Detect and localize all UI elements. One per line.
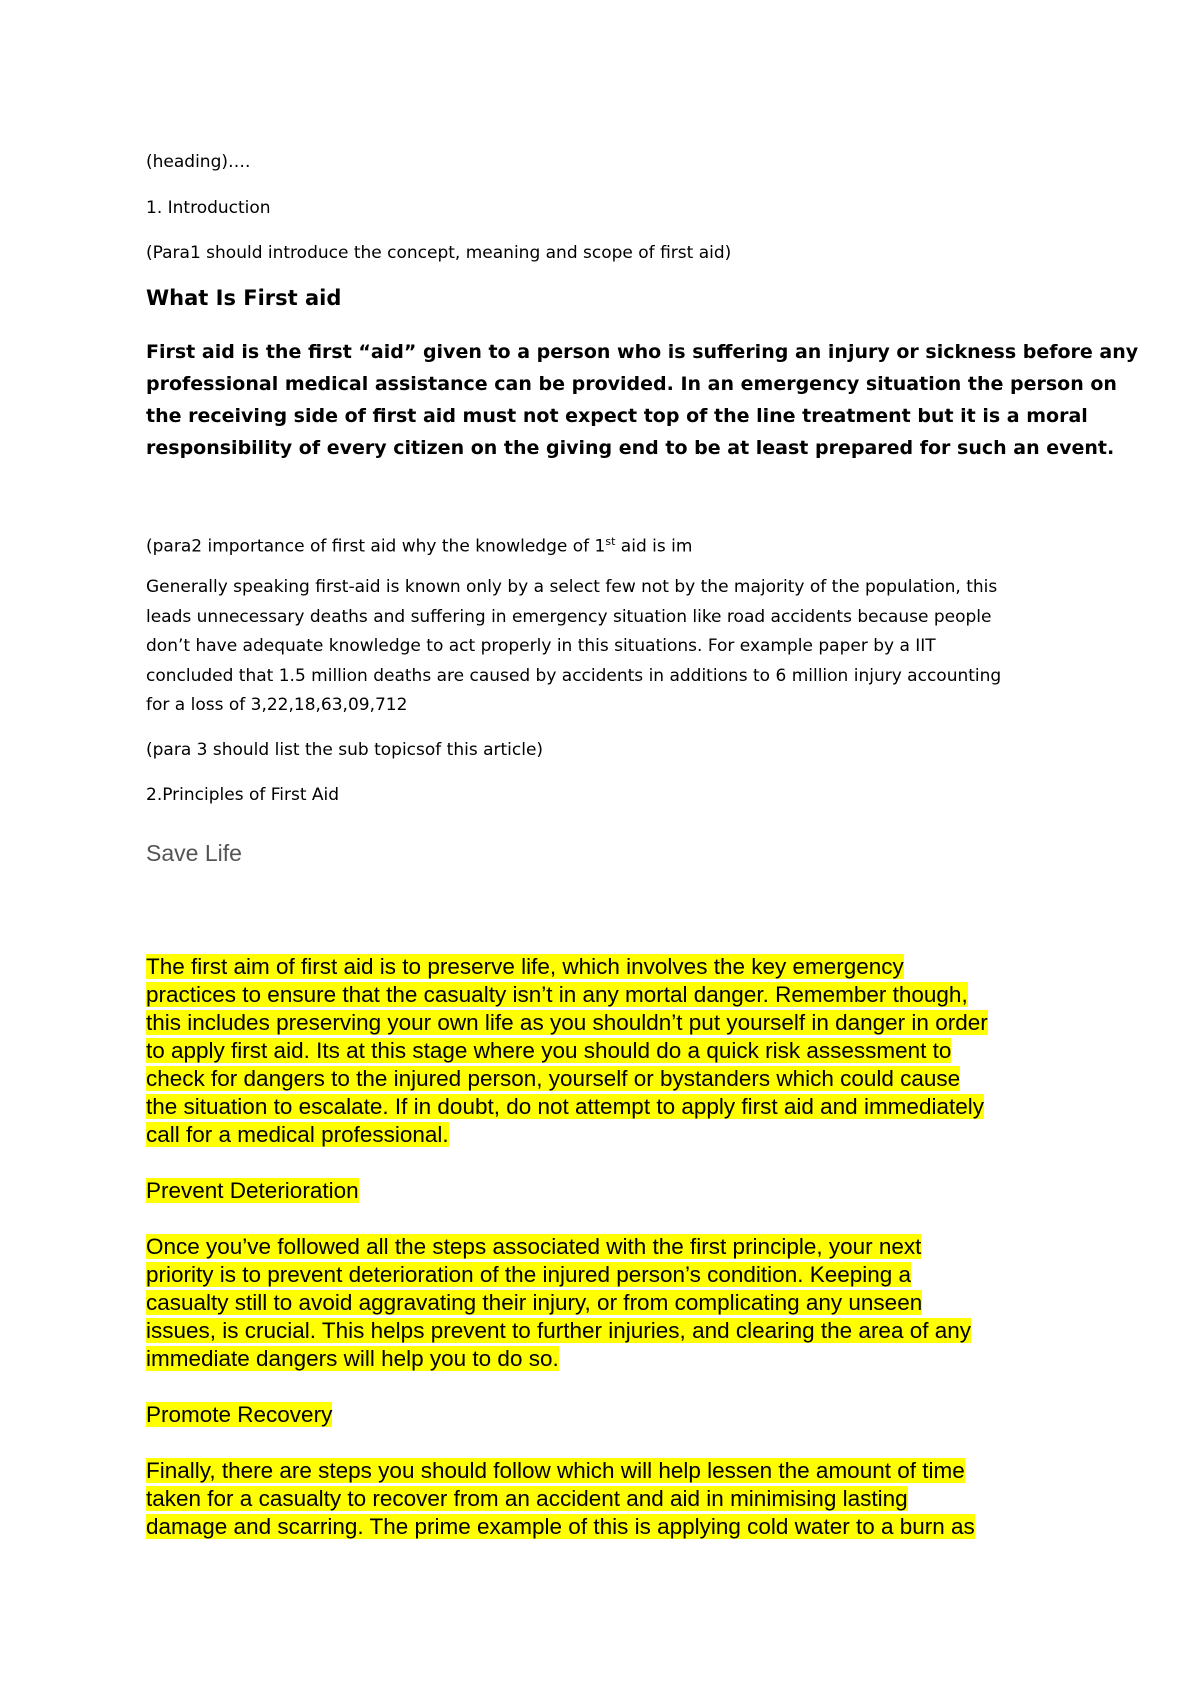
para2-note-sup: st (605, 535, 616, 548)
highlight: Prevent Deterioration (146, 1178, 359, 1203)
para2-note (146, 527, 692, 562)
generally-line-3: don’t have adequate knowledge to act properly in this situations. For example paper by a IIT (146, 636, 936, 656)
highlight: damage and scarring. The prime example of this is applying cold water to a burn as (146, 1514, 975, 1539)
highlight: immediate dangers will help you to do so. (146, 1346, 559, 1371)
save-life-line-6 (146, 1093, 984, 1121)
prevent-line-1 (146, 1233, 921, 1261)
promote-line-2 (146, 1485, 908, 1513)
para2-note-post: aid is im (615, 536, 693, 557)
highlight: this includes preserving your own life as you shouldn’t put yourself in danger in order (146, 1010, 988, 1035)
generally-line-4: concluded that 1.5 million deaths are caused by accidents in additions to 6 million injury accounting (146, 666, 1002, 686)
save-life-line-1 (146, 953, 904, 981)
save-life-line-3 (146, 1009, 988, 1037)
generally-line-5: for a loss of 3,22,18,63,09,712 (146, 695, 408, 715)
save-life-heading: Save Life (146, 840, 242, 866)
section-principles: 2.Principles of First Aid (146, 785, 340, 805)
section-introduction: 1. Introduction (146, 198, 271, 218)
highlight: to apply first aid. Its at this stage where you should do a quick risk assessment to (146, 1038, 952, 1063)
highlight: issues, is crucial. This helps prevent to further injuries, and clearing the area of any (146, 1318, 972, 1343)
highlight: casualty still to avoid aggravating their injury, or from complicating any unseen (146, 1290, 923, 1315)
generally-line-1: Generally speaking first-aid is known only by a select few not by the majority of the population, this (146, 577, 998, 597)
para1-note: (Para1 should introduce the concept, meaning and scope of first aid) (146, 243, 732, 263)
heading-placeholder: (heading)…. (146, 152, 251, 172)
para3-note: (para 3 should list the sub topicsof this article) (146, 740, 544, 760)
prevent-line-5 (146, 1345, 559, 1373)
highlight: Once you’ve followed all the steps associated with the first principle, your next (146, 1234, 922, 1259)
para2-note-pre: (para2 importance of first aid why the knowledge of 1 (146, 536, 606, 557)
generally-line-2: leads unnecessary deaths and suffering in emergency situation like road accidents because people (146, 607, 992, 627)
prevent-deterioration-heading (146, 1177, 359, 1205)
prevent-line-3 (146, 1289, 922, 1317)
highlight: the situation to escalate. If in doubt, do not attempt to apply first aid and immediately (146, 1094, 984, 1119)
what-line-4: responsibility of every citizen on the giving end to be at least prepared for such an event. (146, 437, 1115, 459)
highlight: Finally, there are steps you should follow which will help lessen the amount of time (146, 1458, 965, 1483)
highlight: practices to ensure that the casualty isn’t in any mortal danger. Remember though, (146, 982, 968, 1007)
highlight: check for dangers to the injured person, yourself or bystanders which could cause (146, 1066, 961, 1091)
what-line-2: professional medical assistance can be provided. In an emergency situation the person on (146, 373, 1117, 395)
save-life-line-2 (146, 981, 968, 1009)
what-is-first-aid-title: What Is First aid (146, 286, 342, 310)
highlight: call for a medical professional. (146, 1122, 449, 1147)
what-line-1: First aid is the first “aid” given to a person who is suffering an injury or sickness before any (146, 341, 1139, 363)
save-life-line-7 (146, 1121, 449, 1149)
save-life-line-5 (146, 1065, 960, 1093)
save-life-line-4 (146, 1037, 951, 1065)
what-line-3: the receiving side of first aid must not expect top of the line treatment but it is a moral (146, 405, 1088, 427)
promote-line-3 (146, 1513, 975, 1541)
highlight: taken for a casualty to recover from an accident and aid in minimising lasting (146, 1486, 908, 1511)
prevent-line-4 (146, 1317, 971, 1345)
highlight: priority is to prevent deterioration of the injured person’s condition. Keeping a (146, 1262, 912, 1287)
highlight: The first aim of first aid is to preserve life, which involves the key emergency (146, 954, 904, 979)
promote-recovery-heading (146, 1401, 332, 1429)
prevent-line-2 (146, 1261, 911, 1289)
highlight: Promote Recovery (146, 1402, 333, 1427)
promote-line-1 (146, 1457, 965, 1485)
